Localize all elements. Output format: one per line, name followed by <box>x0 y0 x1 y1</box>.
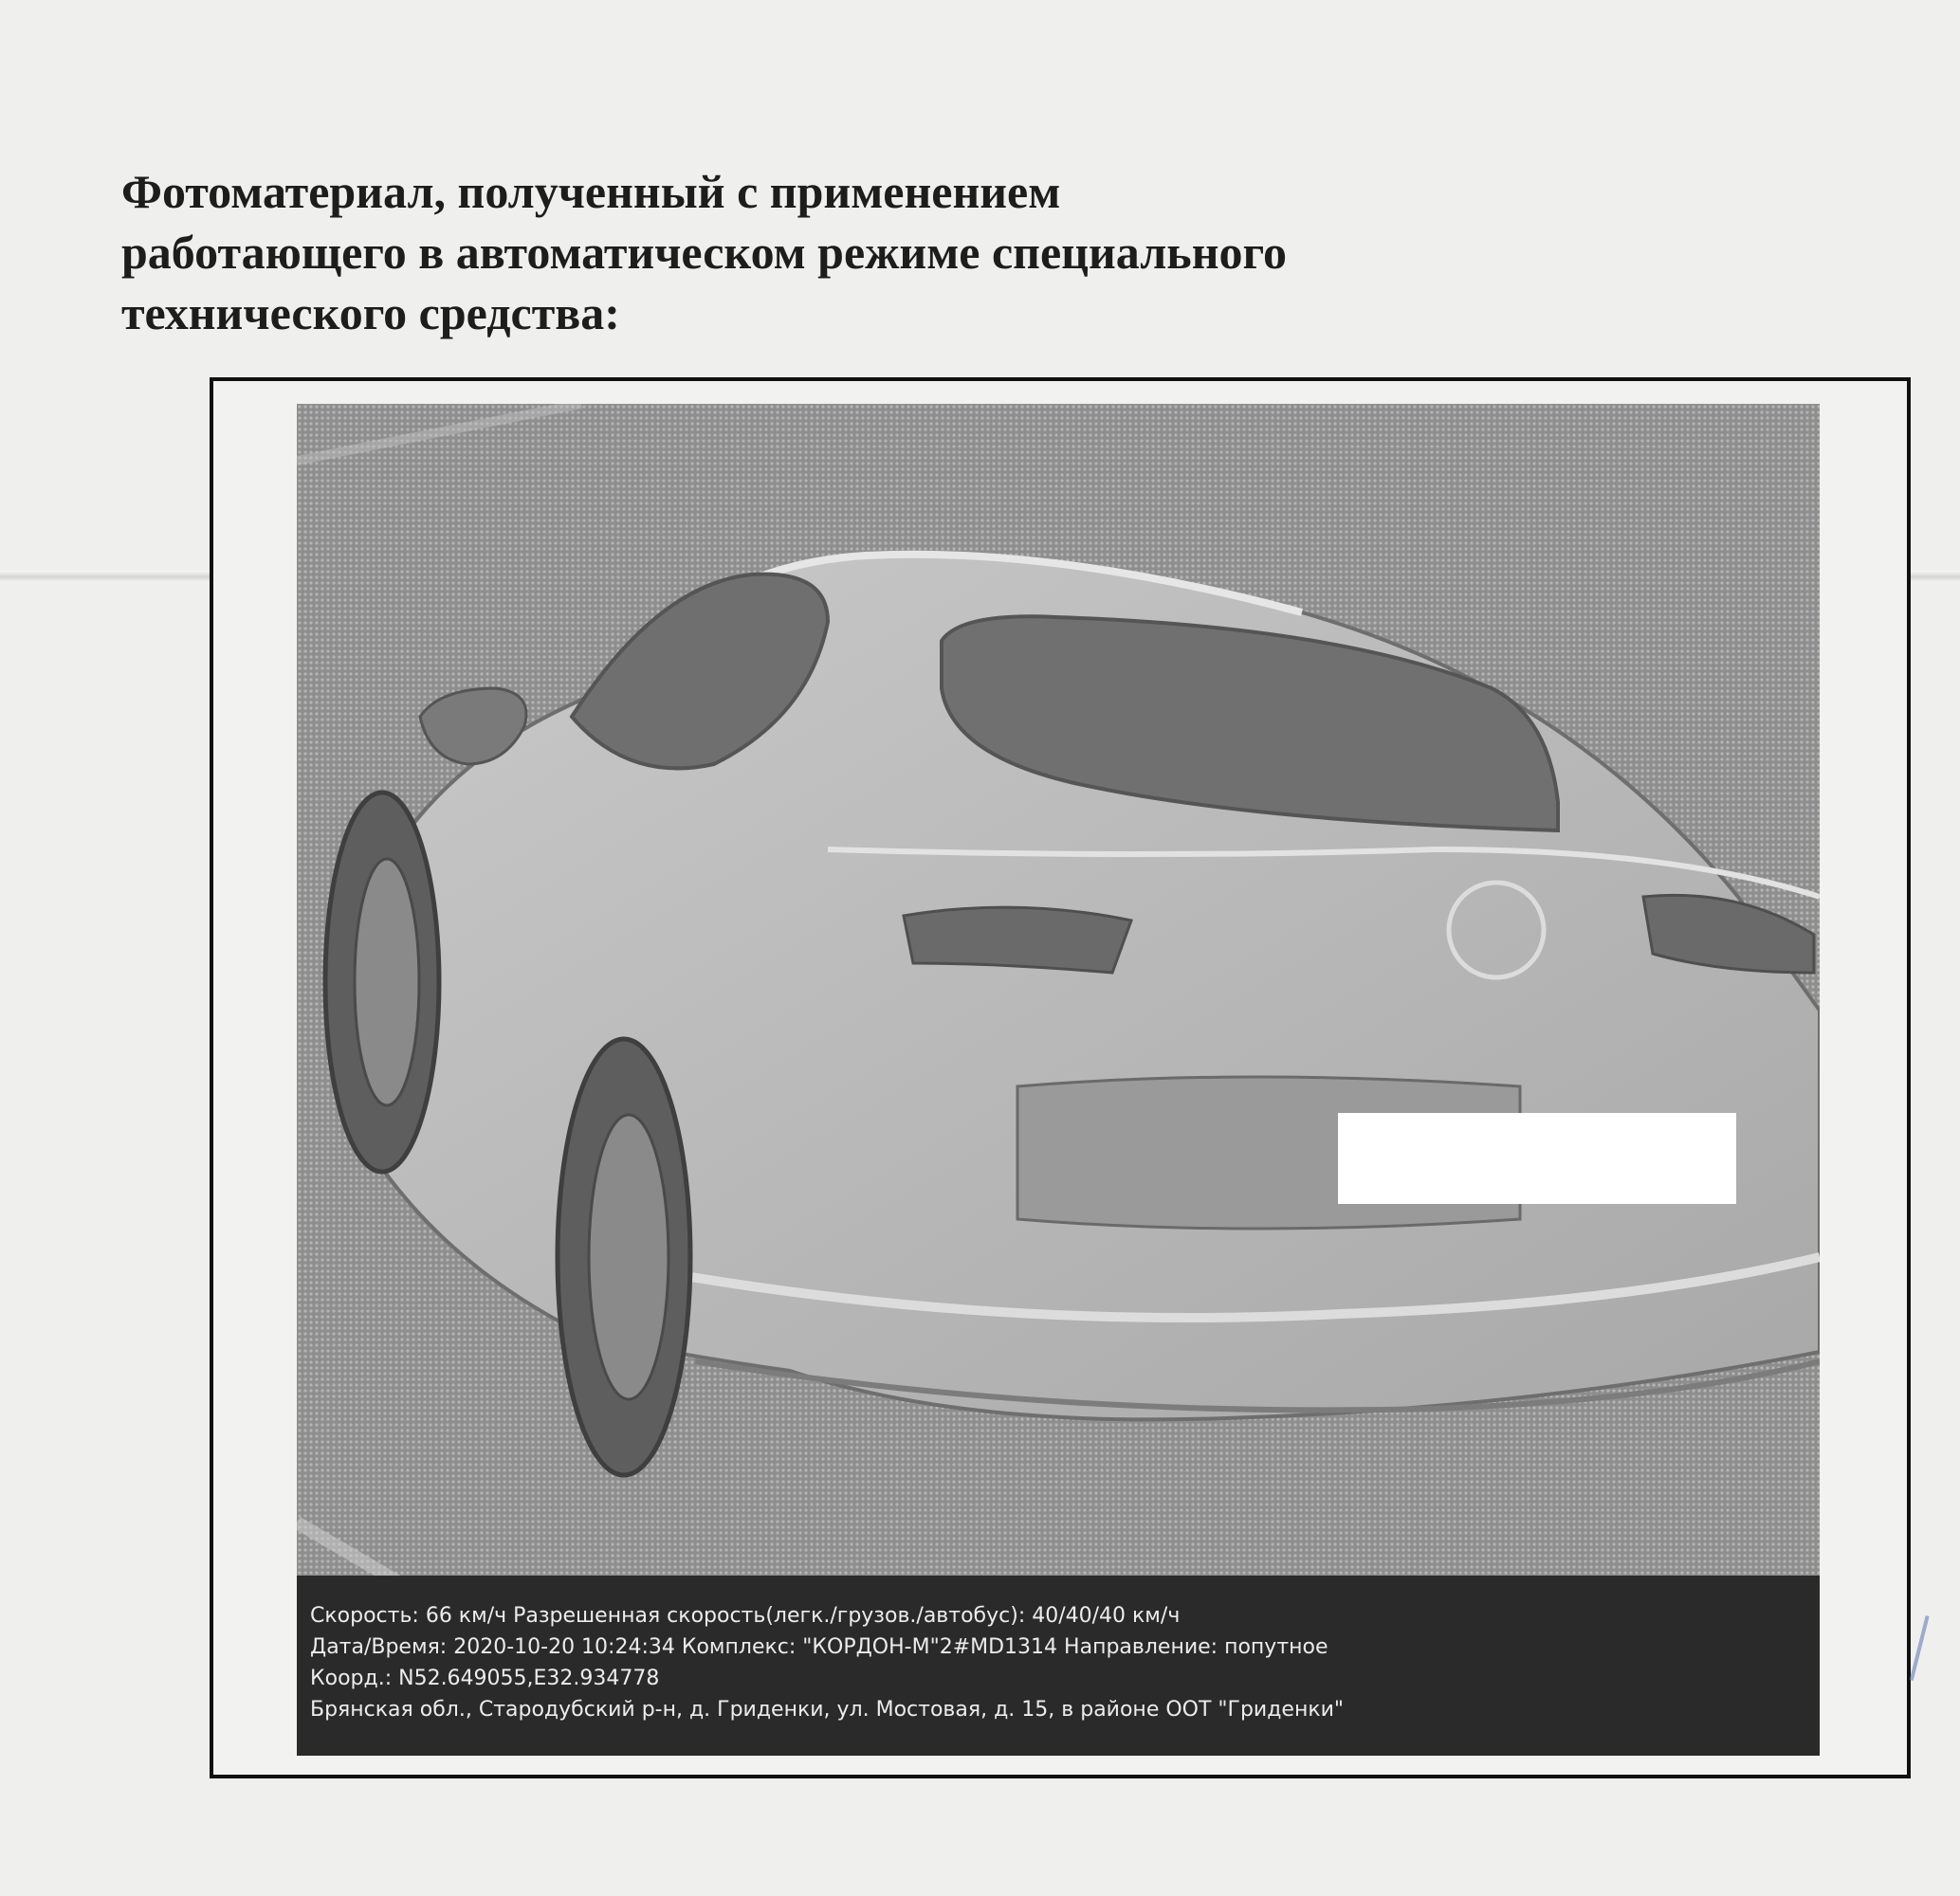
photo-frame <box>210 377 1911 1778</box>
traffic-camera-photo <box>297 404 1820 1756</box>
license-plate-redaction <box>1338 1113 1736 1204</box>
caption-speed: Скорость: 66 км/ч Разрешенная скорость(легк./грузов./автобус): 40/40/40 км/ч <box>310 1604 1181 1628</box>
camera-caption <box>297 1576 1820 1756</box>
heading-line-3: технического средства: <box>121 286 620 339</box>
car-photo-illustration <box>297 404 1820 1756</box>
caption-coordinates: Коорд.: N52.649055,E32.934778 <box>310 1667 660 1690</box>
pen-mark <box>1910 1615 1940 1684</box>
caption-address: Брянская обл., Стародубский р-н, д. Гриденки, ул. Мостовая, д. 15, в районе ООТ "Гриденки" <box>310 1698 1345 1722</box>
caption-datetime: Дата/Время: 2020-10-20 10:24:34 Комплекс: "КОРДОН-М"2#MD1314 Направление: попутное <box>310 1635 1328 1659</box>
document-heading <box>121 161 1639 343</box>
heading-line-2: работающего в автоматическом режиме специального <box>121 226 1288 279</box>
heading-line-1: Фотоматериал, полученный с применением <box>121 165 1061 218</box>
